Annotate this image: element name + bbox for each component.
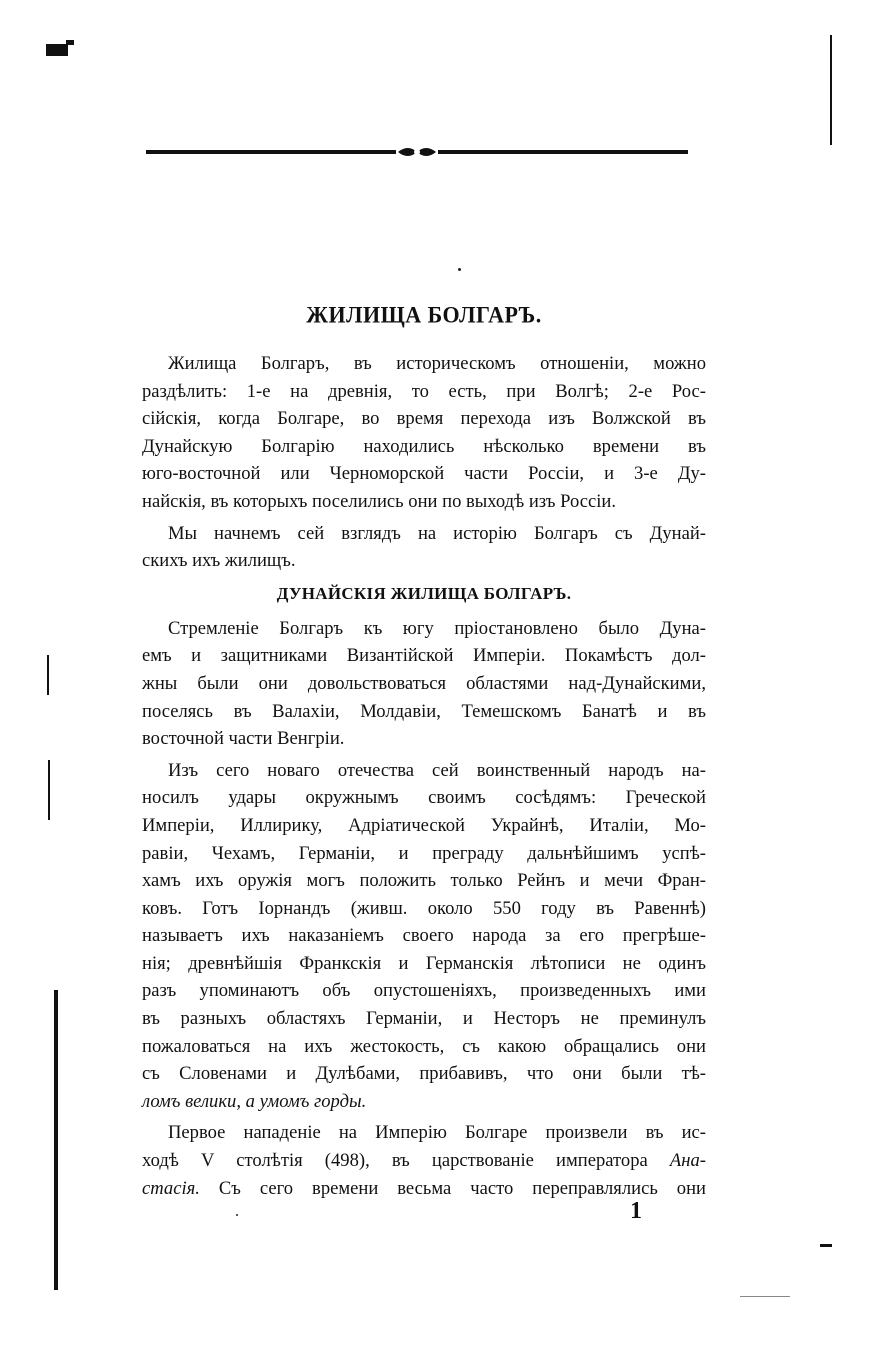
text-line: нія; древнѣйшія Франкскія и Германскія лѣтописи не одинъ [142,952,706,974]
left-edge-line [54,990,58,1290]
text-line: съ Словенами и Дулѣбами, прибавивъ, что они были тѣ- [142,1063,706,1085]
text-line: скихъ ихъ жилищъ. [142,550,296,572]
text-segment: ходѣ V столѣтія (498), въ царствованіе императора [142,1150,648,1172]
text-line: пожаловаться на ихъ жестокость, съ какою обращались они [142,1035,706,1057]
paragraph-2 [142,520,706,575]
section-subtitle: ДУНАЙСКІЯ ЖИЛИЩА БОЛГАРЪ. [276,583,572,603]
text-line: Стремленіе Болгаръ къ югу пріостановлено было Дуна- [168,617,706,639]
right-edge-dash [820,1244,832,1247]
text-line: юго-восточной или Черноморской части Россіи, и 3-е Ду- [142,463,706,485]
text-line: въ разныхъ областяхъ Германіи, и Несторъ не преминулъ [142,1008,706,1030]
text-line: равіи, Чехамъ, Германіи, и преграду дальнѣйшимъ успѣ- [142,842,706,864]
left-edge-line-short [47,655,49,695]
text-line: ковъ. Готъ Іорнандъ (живш. около 550 году въ Равеннѣ) [142,897,706,919]
paragraph-5 [142,1119,706,1202]
speck [458,268,461,271]
text-segment-italic: стасія. [142,1177,200,1199]
ornament-divider [146,144,688,160]
speck [236,1214,238,1216]
text-line: Первое нападеніе на Имперію Болгаре произвели въ ис- [168,1122,706,1144]
text-line: емъ и защитниками Византійской Имперіи. Покамѣстъ дол- [142,645,706,667]
text-line: Изъ сего новаго отечества сей воинственный народъ на- [168,759,706,781]
paragraph-3 [142,615,706,753]
page-content [142,300,706,1202]
text-line: называетъ ихъ наказаніемъ своего народа за его прегрѣше- [142,925,706,947]
page-number: 1 [630,1198,642,1224]
text-line: хамъ ихъ оружія могъ положить только Рейнъ и мечи Фран- [142,870,706,892]
text-segment-italic: Ана- [669,1150,706,1172]
text-line: Дунайскую Болгарію находились нѣсколько времени въ [142,435,706,457]
text-line: раздѣлить: 1-е на древнія, то есть, при Волгѣ; 2-е Рос- [142,380,706,402]
text-line [142,1175,706,1203]
text-line: поселясь въ Валахіи, Молдавіи, Темешскомъ Банатѣ и въ [142,700,706,722]
text-line: Имперіи, Иллирику, Адріатической Украйнѣ, Италіи, Мо- [142,814,706,836]
text-line-italic: ломъ велики, а умомъ горды. [142,1090,367,1112]
paragraph-1 [142,350,706,516]
paragraph-4 [142,757,706,1116]
text-line [142,1147,706,1175]
left-edge-line-mid [48,760,50,820]
corner-mark [46,44,68,56]
text-line: восточной части Венгріи. [142,728,345,750]
corner-mark-tail [66,40,74,45]
text-line: жны были они довольствоваться областями над-Дунайскими, [142,672,706,694]
text-line: Мы начнемъ сей взглядъ на исторію Болгаръ съ Дунай- [168,522,706,544]
bottom-right-dash [740,1296,790,1297]
text-line: сійскія, когда Болгаре, во время перехода изъ Волжской въ [142,408,706,430]
page-title: ЖИЛИЩА БОЛГАРЪ. [306,301,542,328]
text-line: разъ упоминаютъ объ опустошеніяхъ, произведенныхъ ими [142,980,706,1002]
text-line: Жилища Болгаръ, въ историческомъ отношеніи, можно [168,353,706,374]
text-line: найскія, въ которыхъ поселились они по выходѣ изъ Россіи. [142,490,616,512]
text-segment: Съ сего времени весьма часто переправлялись они [199,1177,706,1199]
text-line: носилъ удары окружнымъ своимъ сосѣдямъ: Греческой [142,787,706,809]
right-edge-line [830,35,832,145]
